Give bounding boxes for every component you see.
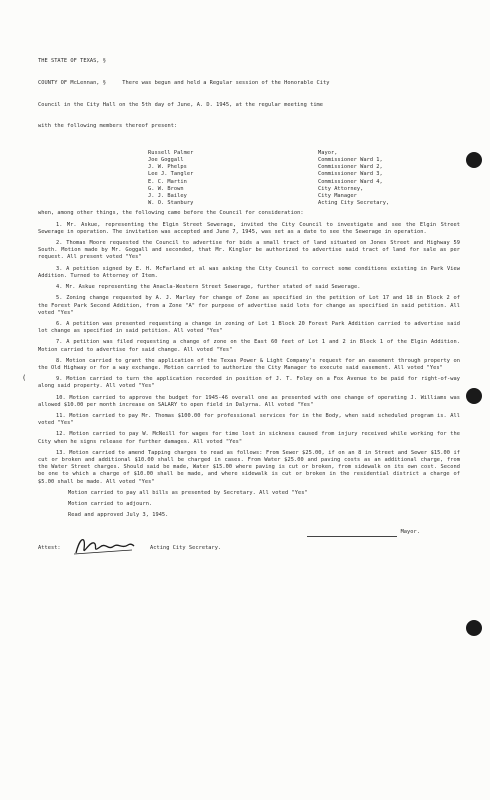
member-title: Commissioner Ward 4, bbox=[318, 178, 383, 185]
member-name: W. O. Stanbury bbox=[148, 200, 194, 207]
attest-label: Attest: bbox=[38, 545, 61, 552]
minutes-item-10: 10. Motion carried to approve the budget for 1945-46 overall one as presented with one change of operating J. Williams was allowed $10.00 per month increase on SALARY to open field in Dalyrna. All voted "Yes" bbox=[38, 394, 460, 408]
minutes-item-7: 7. A petition was filed requesting a change of zone on the East 60 feet of Lot 1 and 2 in Block 1 of the Elgin Addition. Motion carried to advertise for said change. All voted "Yes" bbox=[38, 339, 460, 353]
approved-line: Read and approved July 3, 1945. bbox=[68, 512, 169, 519]
member-title: City Attorney, bbox=[318, 185, 364, 192]
mayor-blank-line bbox=[307, 536, 397, 537]
header-line-4: with the following members thereof present: bbox=[38, 123, 178, 130]
member-title: Commissioner Ward 1, bbox=[318, 157, 383, 164]
minutes-item-12: 12. Motion carried to pay W. McNeill for wages for time lost in sickness caused from injury received while working for the City when he signs release for further damages. All voted "Yes" bbox=[38, 431, 460, 445]
member-name: J. W. Phelps bbox=[148, 164, 187, 171]
member-name: Joe Goggall bbox=[148, 157, 184, 164]
adjourn-line: Motion carried to adjourn. bbox=[68, 500, 153, 507]
member-title: Mayor, bbox=[318, 149, 338, 156]
minutes-item-9: 9. Motion carried to turn the application recorded in position of J. T. Foley on a Fox Avenue to be paid for right-of-way along said property. All voted "Yes" bbox=[38, 376, 460, 390]
member-name: J. J. Bailey bbox=[148, 193, 187, 200]
mayor-label: Mayor. bbox=[400, 529, 420, 536]
signature-block bbox=[38, 525, 460, 565]
bills-line: Motion carried to pay all bills as presented by Secretary. All voted "Yes" bbox=[68, 489, 308, 496]
punch-hole bbox=[466, 388, 482, 404]
header-line-1: THE STATE OF TEXAS, § bbox=[38, 58, 107, 65]
minutes-item-11: 11. Motion carried to pay Mr. Thomas $100.00 for professional services for in the Body, when said scheduled program is. All voted "Yes" bbox=[38, 412, 460, 427]
mayor-signature-line bbox=[307, 529, 420, 536]
minutes-header bbox=[38, 44, 460, 145]
margin-mark: ( bbox=[22, 374, 27, 382]
member-title: Commissioner Ward 2, bbox=[318, 164, 383, 171]
member-name: Russell Palmer bbox=[148, 149, 194, 156]
minutes-item-6: 6. A petition was presented requesting a change in zoning of Lot 1 Block 20 Forest Park Addition carried to advertise said lot change as specified in said petition. All voted "Yes" bbox=[38, 320, 460, 335]
intro-tail: when, among other things, the following came before the Council for consideration: bbox=[38, 210, 304, 217]
members-roster bbox=[148, 150, 460, 208]
secretary-label: Acting City Secretary. bbox=[150, 545, 222, 552]
member-title: Acting City Secretary, bbox=[318, 200, 390, 207]
minutes-item-1: 1. Mr. Askue, representing the Elgin Street Sewerage, invited the City Council to investigate and see the Elgin Street Sewerage in operation. The invitation was accepted and June 7, 1945, was set as a date to see the Sewerage in operation. bbox=[38, 221, 460, 235]
minutes-item-5: 5. Zoning change requested by A. J. Marley for change of Zone as specified in the petition of Lot 17 and 18 in Block 2 of the Forest Park Second Addition, from a Zone "A" for purpose of advertise said lots for change as specified in said petition. All voted "Yes" bbox=[38, 295, 460, 316]
minutes-item-2: 2. Thomas Moore requested the Council to advertise for bids a small tract of land situated on Jones Street and Highway 59 South. Motion made by Mr. Goggall and seconded, that Mr. Kingler be authorized to advertise said tract of land for sale as per request. All present voted "Yes" bbox=[38, 240, 460, 261]
header-line-3: Council in the City Hall on the 5th day of June, A. D. 1945, at the regular meeting time bbox=[38, 101, 324, 108]
minutes-item-8: 8. Motion carried to grant the application of the Texas Power & Light Company's request for an easement through property on the Old Highway or for a way exchange. Motion carried to authorize the City Manager to execute said easement. All voted "Yes" bbox=[38, 357, 460, 371]
member-title: City Manager bbox=[318, 193, 357, 200]
member-name: E. C. Martin bbox=[148, 178, 187, 185]
member-name: Lee J. Tangler bbox=[148, 171, 194, 178]
minutes-item-13: 13. Motion carried to amend Tapping charges to read as follows: From Sewer $25.00, if on an 8 in Street and Sewer $15.00 if cut or broken and additional $10.00 shall be charged in cases. From Water $25.00 and paving costs as an additional charge, from the Water Street charges. Should said be made, Water $15.00 where paving is cut or broken, from sidewalk on its own cost. Second be one to which a charge of $10.00 shall be made, and where sidewalk is cut or broken in the residential district a charge of $5.00 shall be made. All voted "Yes" bbox=[38, 449, 460, 485]
header-line-2: COUNTY OF McLennan, § There was begun and held a Regular session of the Honorable City bbox=[38, 80, 330, 87]
handwritten-signature bbox=[72, 533, 136, 559]
punch-hole bbox=[466, 152, 482, 168]
member-name: G. W. Brown bbox=[148, 185, 184, 192]
punch-hole bbox=[466, 620, 482, 636]
minutes-item-4: 4. Mr. Askue representing the Anacla-Western Street Sewerage, further stated of said Sewerage. bbox=[56, 284, 361, 291]
member-title: Commissioner Ward 3, bbox=[318, 171, 383, 178]
minutes-item-3: 3. A petition signed by E. H. McFarland et al was asking the City Council to correct some conditions existing in Park View Addition. Turned to Attorney of Item. bbox=[38, 265, 460, 279]
